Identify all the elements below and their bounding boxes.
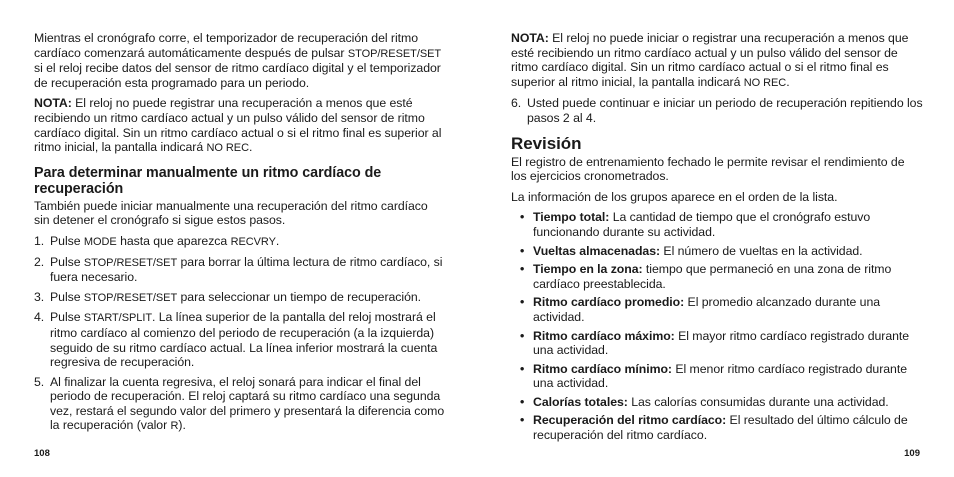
page-number: 108 [34,448,50,459]
section-heading: Para determinar manualmente un ritmo cardíaco de recuperación [34,164,382,197]
step-item: 5. Al finalizar la cuenta regresiva, el reloj sonará para indicar el final del periodo de recuperación. El reloj captará su ritmo cardíaco una segunda vez, restará el segundo valor del primero y presentará la diferencia como la recuperación (valor R). [34,374,445,433]
page-right [477,0,954,477]
steps-list [511,96,923,125]
display-text: NO REC [743,76,787,89]
section-intro: El registro de entrenamiento fechado le permite revisar el rendimiento de los ejercicios cronometrados. [511,154,905,184]
list-item: • Vueltas almacenadas: El número de vueltas en la actividad. [520,243,863,258]
steps-list [34,234,446,434]
display-text: NO REC [206,142,249,155]
bullet-icon: • [520,210,525,225]
bullet-icon: • [520,394,525,409]
bullet-icon: • [520,328,525,343]
note-paragraph: NOTA: El reloj no puede registrar una recuperación a menos que esté recibiendo un ritmo cardíaco actual y un pulso válido del sensor de ritmo cardíaco digital. Sin un ritmo cardíaco actual o si el ritmo final es superior al ritmo inicial, la pantalla indicará NO REC. [34,96,442,155]
step-item: 6. Usted puede continuar e iniciar un periodo de recuperación repitiendo los pasos 2 al 4. [511,96,923,125]
step-item: 2. Pulse STOP/RESET/SET para borrar la última lectura de ritmo cardíaco, si fuera necesario. [34,254,443,285]
step-item: 4. Pulse START/SPLIT. La línea superior de la pantalla del reloj mostrará el ritmo cardíaco al comienzo del periodo de recuperación (a la izquierda) seguido de su ritmo cardíaco actual. La línea inferior mostrará la cuenta regresiva de recuperación. [34,310,438,370]
bullet-icon: • [520,295,525,310]
list-item: • Recuperación del ritmo cardíaco: El resultado del último cálculo de recuperación del ritmo cardíaco. [520,413,908,443]
step-item: 1. Pulse MODE hasta que aparezca RECVRY. [34,233,280,248]
list-item: • Ritmo cardíaco mínimo: El menor ritmo cardíaco registrado durante una actividad. [520,361,908,391]
section-intro: También puede iniciar manualmente una recuperación del ritmo cardíaco sin detener el cronógrafo si sigue estos pasos. [34,198,428,228]
list-item: • Calorías totales: Las calorías consumidas durante una actividad. [520,394,889,409]
right-column [511,31,923,447]
review-list [511,210,923,442]
bullet-icon: • [520,243,525,258]
note-label: NOTA: [34,96,72,111]
bullet-icon: • [520,413,525,428]
list-item: • Ritmo cardíaco promedio: El promedio alcanzado durante una actividad. [520,295,881,324]
bullet-icon: • [520,262,525,277]
section-heading: Revisión [511,133,582,153]
list-item: • Tiempo en la zona: tiempo que permaneció en una zona de ritmo cardíaco preestablecida. [520,262,892,291]
intro-paragraph: Mientras el cronógrafo corre, el temporizador de recuperación del ritmo cardíaco comenzará automáticamente después de pulsar STOP/RESET/SET si el reloj recibe datos del sensor de ritmo cardíaco digital y el temporizador de recuperación esta programado para un periodo. [34,31,442,90]
bullet-icon: • [520,361,525,376]
note-paragraph: NOTA: El reloj no puede iniciar o registrar una recuperación a menos que esté recibiendo un ritmo cardíaco actual y un pulso válido del sensor de ritmo cardíaco digital. Sin un ritmo cardíaco actual o si el ritmo final es superior al ritmo inicial, la pantalla indicará NO REC. [511,31,909,89]
step-item: 3. Pulse STOP/RESET/SET para seleccionar un tiempo de recuperación. [34,289,422,304]
page-number: 109 [904,448,920,459]
list-item: • Tiempo total: La cantidad de tiempo que el cronógrafo estuvo funcionando durante su actividad. [520,210,871,239]
list-item: • Ritmo cardíaco máximo: El mayor ritmo cardíaco registrado durante una actividad. [520,328,910,358]
section-intro-2: La información de los grupos aparece en el orden de la lista. [511,189,838,204]
note-label: NOTA: [511,31,549,45]
key-name: STOP/RESET/SET [347,47,442,60]
left-column [34,31,446,439]
